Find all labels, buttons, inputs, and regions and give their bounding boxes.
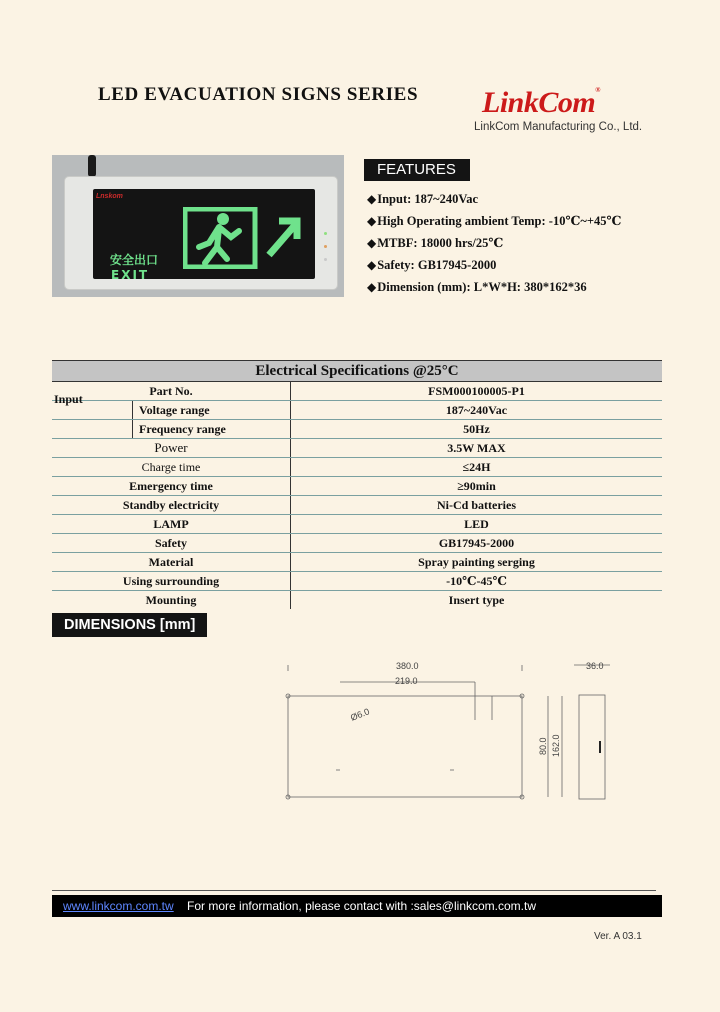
spec-label: Charge time (141, 460, 201, 474)
feature-item: ◆ MTBF: 18000 hrs/25℃ (367, 232, 622, 254)
frequency-value: 50Hz (290, 420, 662, 438)
dimension-drawing (270, 655, 630, 815)
version-label: Ver. A 03.1 (594, 931, 642, 942)
table-row (52, 477, 662, 496)
table-row (52, 515, 662, 534)
spec-label: Mounting (145, 593, 197, 607)
sign-exit-text: EXIT (111, 268, 150, 282)
table-row (52, 572, 662, 591)
feature-item: ◆ Dimension (mm): L*W*H: 380*162*36 (367, 276, 622, 298)
voltage-value: 187~240Vac (290, 401, 662, 419)
spec-value: ≥90min (290, 477, 662, 495)
feature-item: ◆ Input: 187~240Vac (367, 188, 622, 210)
dim-length: 380.0 (396, 661, 419, 671)
side-outline (579, 695, 605, 799)
table-row (52, 496, 662, 515)
spec-label: LAMP (153, 517, 189, 531)
spec-table-title: Electrical Specifications @25°C (52, 360, 662, 382)
running-man-icon (183, 207, 303, 269)
website-link[interactable]: www.linkcom.com.tw (63, 899, 174, 913)
logo-text: LinkCom (482, 86, 596, 119)
status-led-amber (324, 245, 327, 248)
spec-label: Standby electricity (122, 498, 220, 512)
table-row (52, 439, 662, 458)
page-title: LED EVACUATION SIGNS SERIES (98, 84, 419, 105)
table-row (52, 591, 662, 609)
spec-value: 3.5W MAX (290, 439, 662, 457)
features-heading: FEATURES (364, 159, 470, 181)
spec-label: Material (148, 555, 194, 569)
spec-label: Using surrounding (122, 574, 220, 588)
voltage-label: Voltage range (132, 401, 290, 419)
spec-value: ≤24H (290, 458, 662, 476)
company-name: LinkCom Manufacturing Co., Ltd. (474, 121, 643, 133)
dim-inner-height: 80.0 (538, 737, 548, 755)
spec-table (52, 360, 662, 609)
sign-face (93, 189, 315, 282)
footer-bar (52, 895, 662, 917)
sign-brand-label: Lnskom (96, 193, 123, 200)
table-row (52, 553, 662, 572)
front-outline (288, 696, 522, 797)
part-no-value: FSM000100005-P1 (290, 382, 662, 400)
spec-value: Spray painting serging (290, 553, 662, 571)
dimensions-heading: DIMENSIONS [mm] (52, 613, 207, 637)
table-row (52, 458, 662, 477)
dim-height: 162.0 (551, 734, 561, 757)
spec-label: Emergency time (129, 479, 213, 493)
brand-logo (482, 86, 600, 120)
spec-value: GB17945-2000 (290, 534, 662, 552)
part-no-label: Part No. (149, 384, 193, 398)
footer-rule (52, 890, 656, 891)
spec-label: Safety (155, 536, 187, 550)
frequency-label: Frequency range (132, 420, 290, 438)
contact-info: For more information, please contact with :sales@linkcom.com.tw (187, 899, 537, 913)
spec-value: Ni-Cd batteries (290, 496, 662, 514)
power-cable (88, 155, 96, 177)
feature-item: ◆ Safety: GB17945-2000 (367, 254, 622, 276)
feature-item: ◆ High Operating ambient Temp: -10℃~+45℃ (367, 210, 622, 232)
sign-housing (64, 176, 338, 290)
input-label: Input (54, 392, 83, 406)
spec-value: LED (290, 515, 662, 533)
table-row (52, 382, 662, 401)
table-row (52, 420, 662, 439)
status-led-off (324, 258, 327, 261)
dim-depth: 36.0 (586, 661, 604, 671)
table-row (52, 401, 662, 420)
status-led-green (324, 232, 327, 235)
product-photo (52, 155, 344, 297)
spec-label: Power (154, 440, 188, 455)
spec-value: -10℃-45℃ (290, 572, 662, 590)
table-row (52, 534, 662, 553)
features-list (367, 188, 622, 298)
dim-span: 219.0 (395, 676, 418, 686)
dim-hole: Ø6.0 (349, 706, 371, 723)
spec-value: Insert type (290, 591, 662, 609)
registered-mark: ® (595, 86, 600, 94)
sign-chinese-text: 安全出口 (110, 253, 159, 267)
